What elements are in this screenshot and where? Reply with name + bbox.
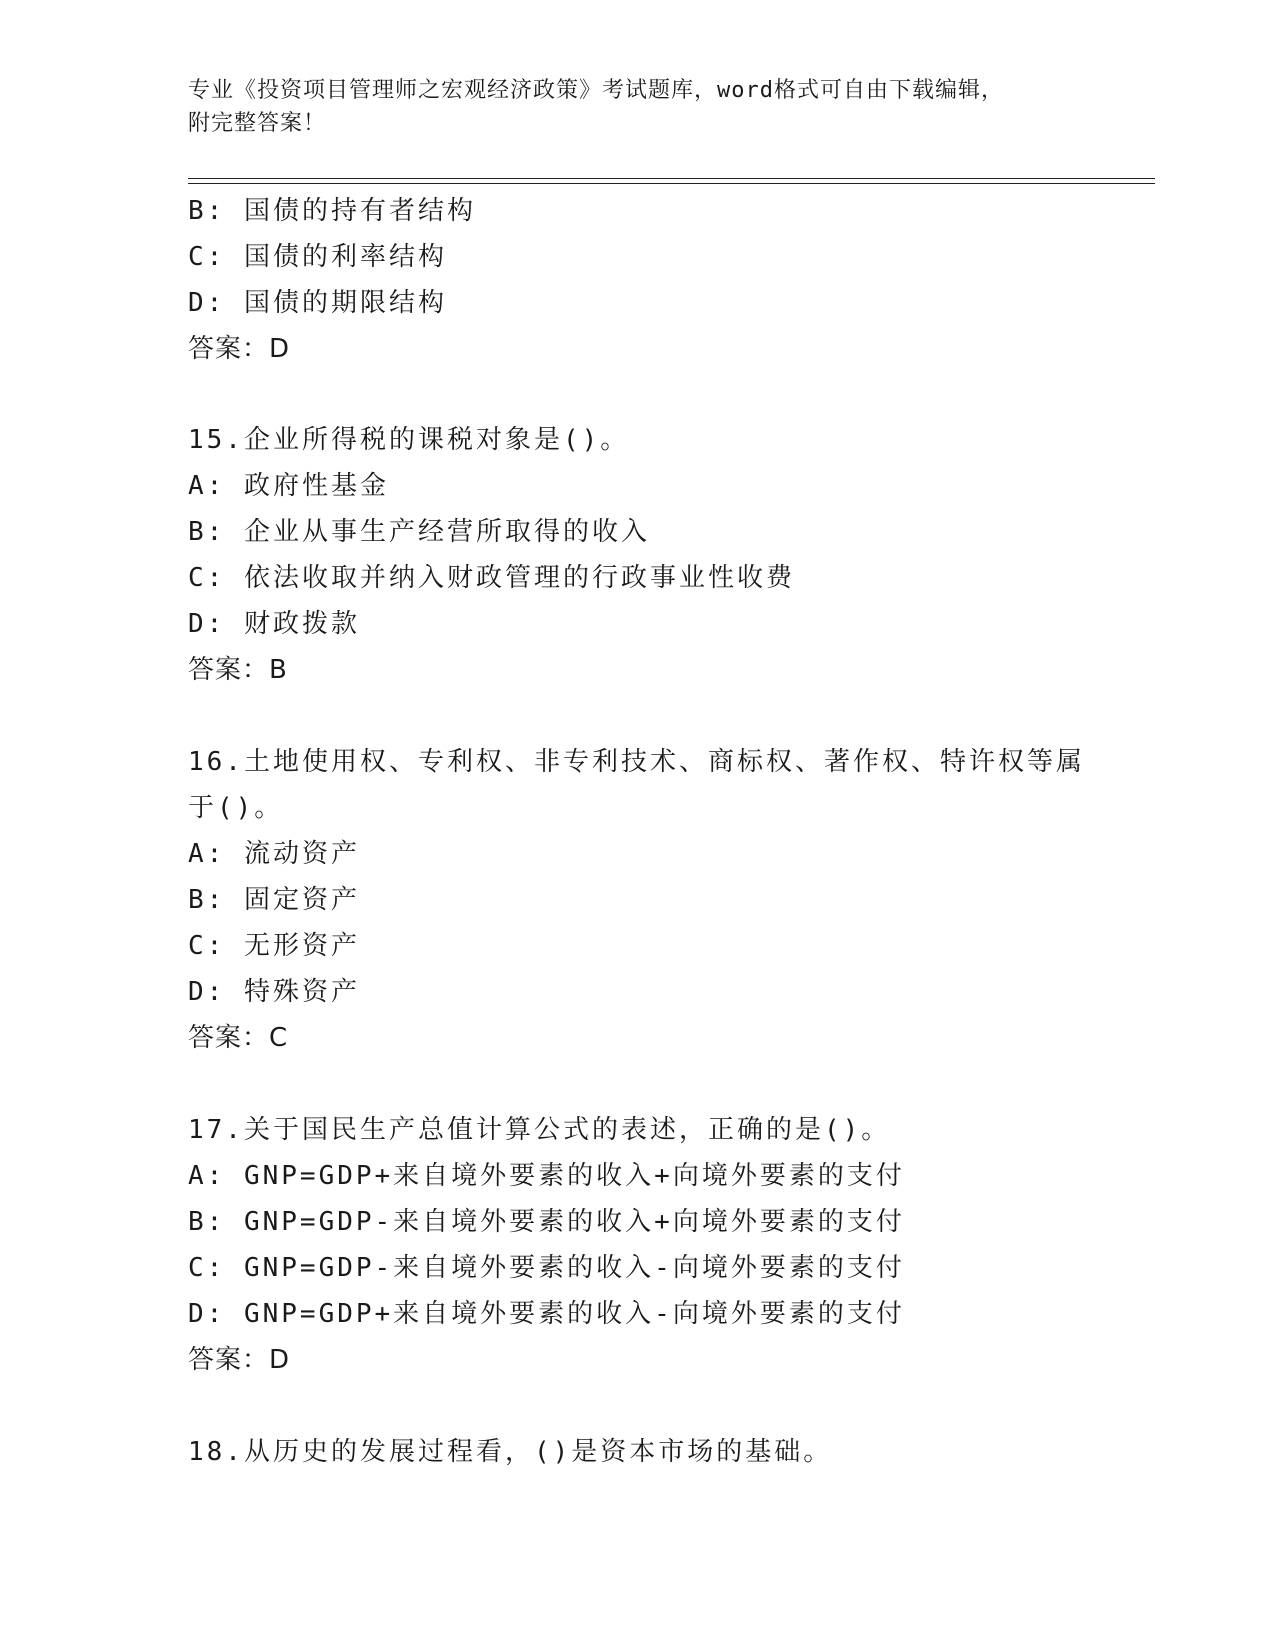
question-text: 17.关于国民生产总值计算公式的表述，正确的是()。 [188, 1115, 891, 1145]
question-text: 于()。 [188, 793, 284, 823]
option-line: C: GNP=GDP-来自境外要素的收入-向境外要素的支付 [188, 1253, 905, 1283]
option-line: C: 国债的利率结构 [188, 242, 447, 272]
option-line: A: GNP=GDP+来自境外要素的收入+向境外要素的支付 [188, 1161, 905, 1191]
option-line: B: 固定资产 [188, 885, 360, 915]
header-line-2: 附完整答案！ [188, 111, 327, 136]
header-divider-bottom [188, 183, 1155, 184]
answer-line: 答案：B [188, 655, 288, 685]
option-line: D: GNP=GDP+来自境外要素的收入-向境外要素的支付 [188, 1299, 905, 1329]
question-text: 18.从历史的发展过程看，()是资本市场的基础。 [188, 1437, 833, 1467]
option-line: B: GNP=GDP-来自境外要素的收入+向境外要素的支付 [188, 1207, 905, 1237]
option-line: B: 企业从事生产经营所取得的收入 [188, 517, 650, 547]
option-line: A: 政府性基金 [188, 471, 389, 501]
question-text: 16.土地使用权、专利权、非专利技术、商标权、著作权、特许权等属 [188, 747, 1085, 777]
answer-line: 答案：C [188, 1023, 289, 1053]
question-text: 15.企业所得税的课税对象是()。 [188, 425, 630, 455]
option-line: A: 流动资产 [188, 839, 360, 869]
header-divider-top [188, 178, 1155, 179]
option-line: C: 无形资产 [188, 931, 360, 961]
header-line-1: 专业《投资项目管理师之宏观经济政策》考试题库，word格式可自由下载编辑， [188, 78, 1004, 103]
option-line: D: 财政拨款 [188, 609, 360, 639]
option-line: D: 国债的期限结构 [188, 288, 447, 318]
option-line: D: 特殊资产 [188, 977, 360, 1007]
option-line: C: 依法收取并纳入财政管理的行政事业性收费 [188, 563, 795, 593]
option-line: B: 国债的持有者结构 [188, 196, 476, 226]
answer-line: 答案：D [188, 334, 291, 364]
answer-line: 答案：D [188, 1345, 291, 1375]
document-header [188, 74, 1088, 140]
